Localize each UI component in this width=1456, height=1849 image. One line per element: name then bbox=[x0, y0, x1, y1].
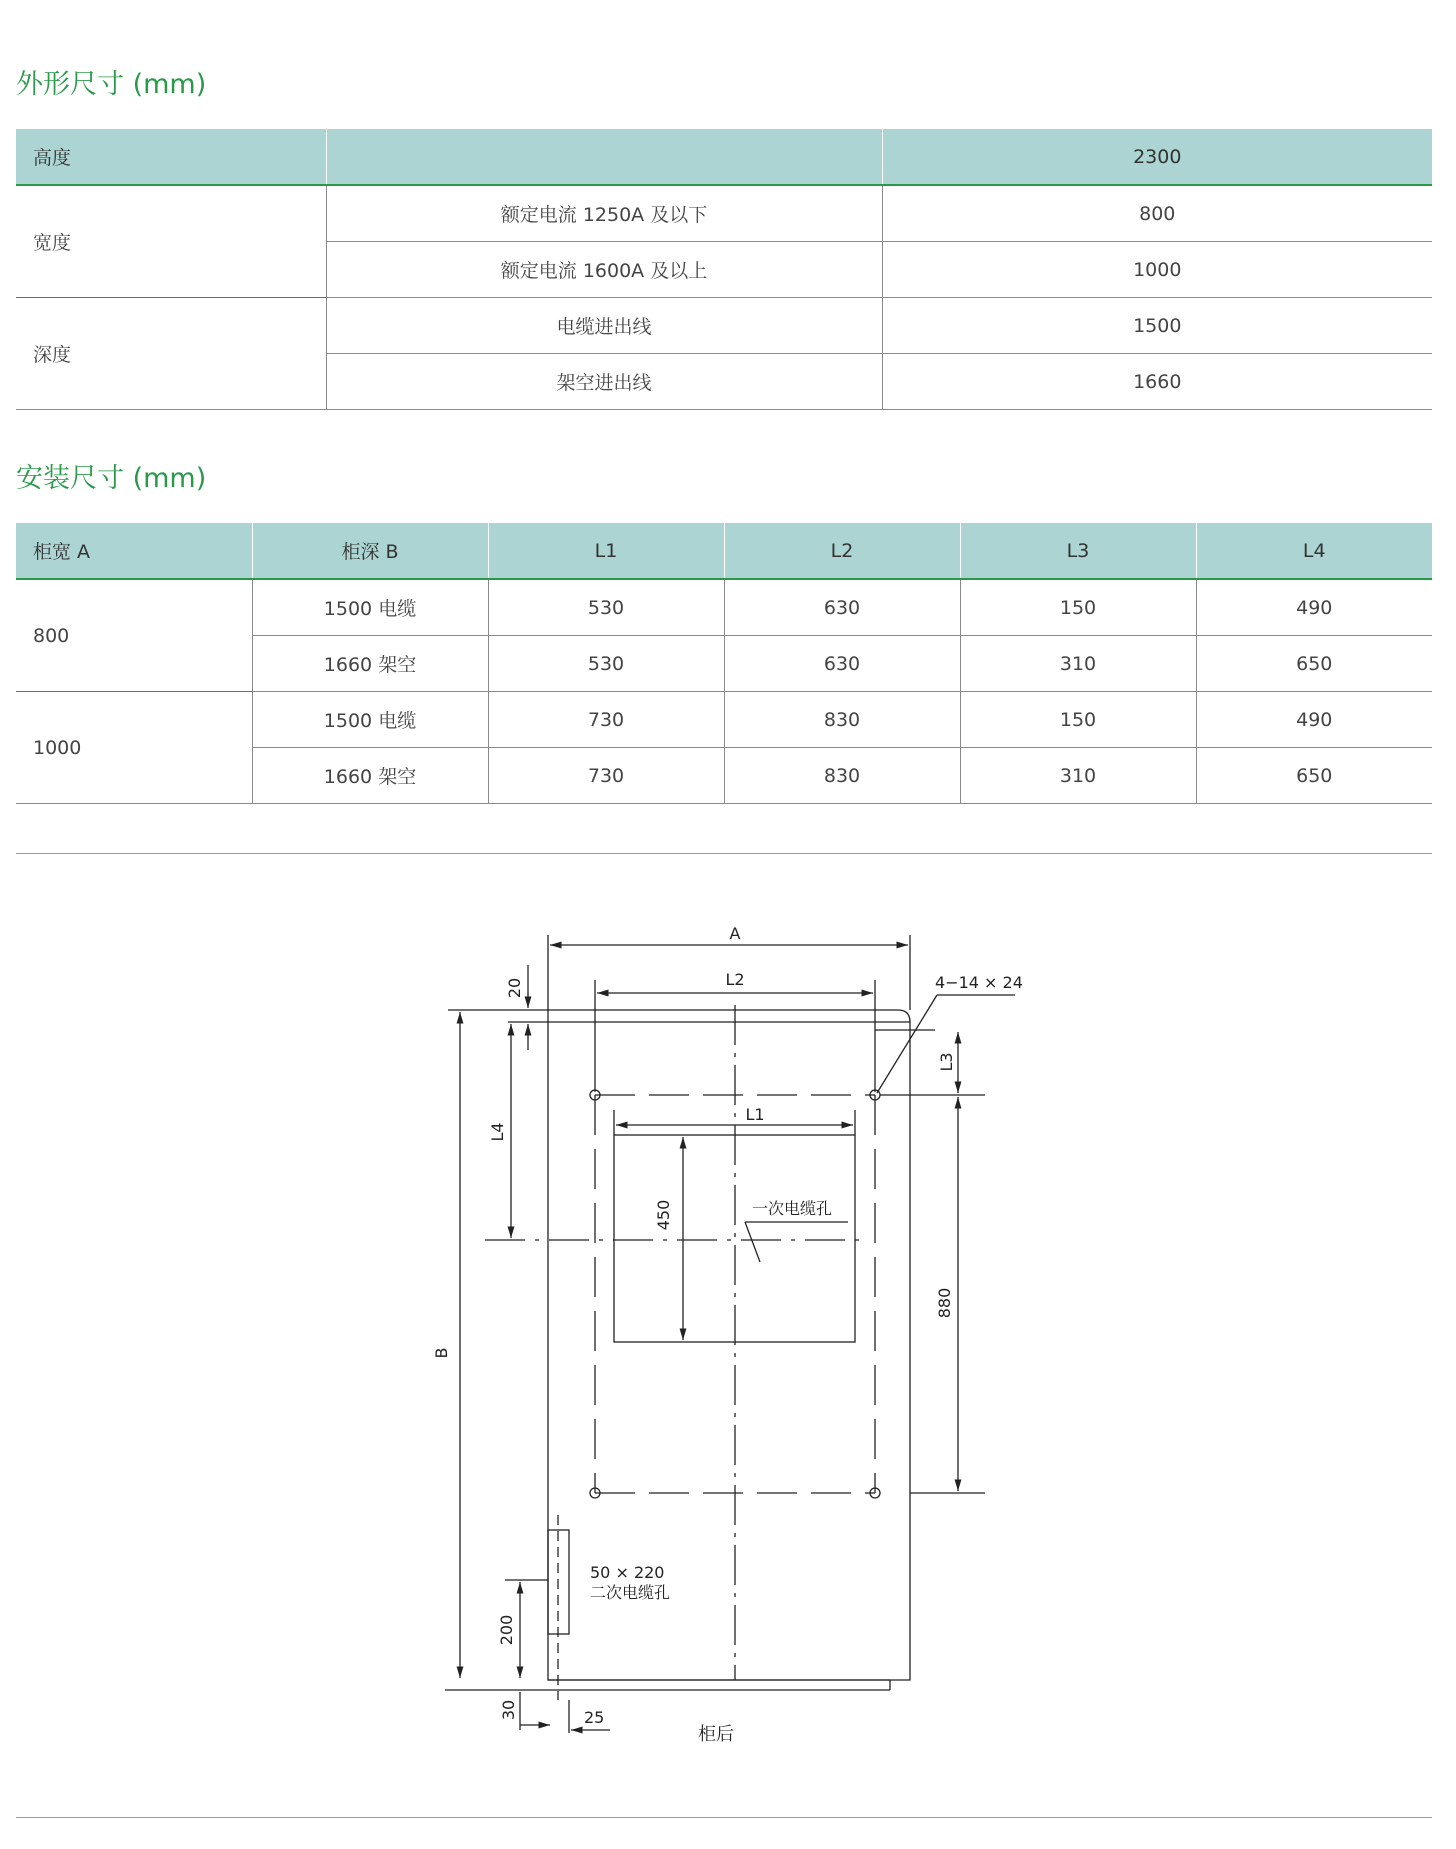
table-cell: 650 bbox=[1196, 636, 1432, 692]
cabinet-width: 1000 bbox=[16, 692, 252, 804]
table-cell: 310 bbox=[960, 636, 1196, 692]
table-cell: 830 bbox=[724, 692, 960, 748]
label-l4: L4 bbox=[488, 1122, 507, 1142]
width-value: 1000 bbox=[882, 242, 1432, 298]
table-cell: 1660 架空 bbox=[252, 636, 488, 692]
label-25: 25 bbox=[584, 1708, 605, 1727]
install-dimensions-title: 安装尺寸 (mm) bbox=[16, 463, 207, 494]
label-l3: L3 bbox=[937, 1052, 956, 1072]
label-secondary-hole: 二次电缆孔 bbox=[590, 1583, 671, 1602]
table-cell: 730 bbox=[488, 748, 724, 804]
label-l1: L1 bbox=[745, 1105, 765, 1124]
depth-value: 1500 bbox=[882, 298, 1432, 354]
label-primary-hole: 一次电缆孔 bbox=[752, 1199, 833, 1218]
table-cell: 150 bbox=[960, 692, 1196, 748]
depth-condition: 架空进出线 bbox=[326, 354, 882, 410]
column-header: L3 bbox=[960, 523, 1196, 579]
label-200: 200 bbox=[497, 1614, 516, 1646]
width-value: 800 bbox=[882, 185, 1432, 242]
table-cell: 1500 电缆 bbox=[252, 579, 488, 636]
table-cell: 490 bbox=[1196, 692, 1432, 748]
divider bbox=[16, 1817, 1432, 1818]
column-header: 柜宽 A bbox=[16, 523, 252, 579]
table-cell: 490 bbox=[1196, 579, 1432, 636]
height-label: 高度 bbox=[16, 129, 326, 185]
cabinet-width: 800 bbox=[16, 579, 252, 692]
label-holes: 4−14 × 24 bbox=[935, 973, 1023, 992]
table-cell: 630 bbox=[724, 579, 960, 636]
table-cell: 830 bbox=[724, 748, 960, 804]
outer-dimensions-title: 外形尺寸 (mm) bbox=[16, 69, 207, 100]
column-header: L4 bbox=[1196, 523, 1432, 579]
column-header: 柜深 B bbox=[252, 523, 488, 579]
label-a: A bbox=[729, 924, 741, 943]
depth-value: 1660 bbox=[882, 354, 1432, 410]
width-condition: 额定电流 1600A 及以上 bbox=[326, 242, 882, 298]
column-header: L2 bbox=[724, 523, 960, 579]
label-20: 20 bbox=[505, 977, 524, 999]
table-cell: 730 bbox=[488, 692, 724, 748]
label-30: 30 bbox=[499, 1699, 518, 1721]
label-secondary-size: 50 × 220 bbox=[590, 1563, 665, 1582]
width-condition: 额定电流 1250A 及以下 bbox=[326, 185, 882, 242]
label-rear: 柜后 bbox=[698, 1724, 734, 1745]
table-cell: 530 bbox=[488, 579, 724, 636]
label-880: 880 bbox=[935, 1287, 954, 1319]
height-value: 2300 bbox=[882, 129, 1432, 185]
table-cell: 530 bbox=[488, 636, 724, 692]
table-cell: 1660 架空 bbox=[252, 748, 488, 804]
label-l2: L2 bbox=[725, 970, 745, 989]
width-label: 宽度 bbox=[16, 185, 326, 298]
label-b: B bbox=[432, 1347, 451, 1359]
table-cell: 150 bbox=[960, 579, 1196, 636]
table-cell: 630 bbox=[724, 636, 960, 692]
column-header: L1 bbox=[488, 523, 724, 579]
label-450: 450 bbox=[654, 1199, 673, 1231]
depth-condition: 电缆进出线 bbox=[326, 298, 882, 354]
table-cell: 310 bbox=[960, 748, 1196, 804]
table-cell: 650 bbox=[1196, 748, 1432, 804]
depth-label: 深度 bbox=[16, 298, 326, 410]
table-cell: 1500 电缆 bbox=[252, 692, 488, 748]
